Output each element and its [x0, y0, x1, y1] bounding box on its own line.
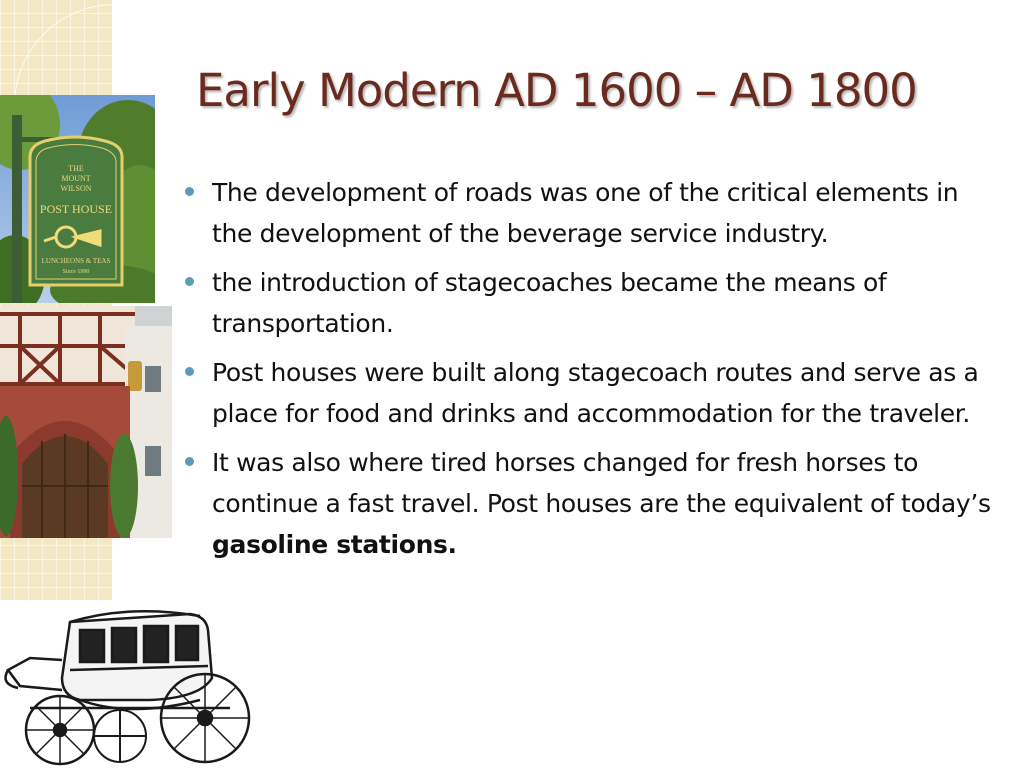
bullet-text: It was also where tired horses changed for fresh horses to continue a fast travel. Post houses are the equivalent of today’s — [212, 448, 991, 518]
bullet-bold-text: gasoline stations. — [212, 530, 457, 559]
post-house-building-photo — [0, 306, 172, 538]
sign-text-wilson: WILSON — [60, 184, 92, 193]
bullet-item — [183, 262, 995, 344]
coach-wheel-rear — [161, 674, 249, 762]
sign-text-the: THE — [68, 164, 84, 173]
slide-title: Early Modern AD 1600 – AD 1800 — [196, 64, 917, 117]
post-house-sign-image — [0, 95, 155, 303]
bullet-dot-icon — [185, 277, 194, 286]
bullet-item — [183, 172, 995, 254]
bullet-item — [183, 442, 995, 565]
coach-wheel-extra — [94, 710, 146, 762]
bullet-text: The development of roads was one of the critical elements in the development of the beverage service industry. — [212, 178, 959, 248]
sign-text-post-house: POST HOUSE — [39, 202, 113, 216]
bullet-item — [183, 352, 995, 434]
bullet-text: Post houses were built along stagecoach routes and serve as a place for food and drinks and accommodation for the traveler. — [212, 358, 979, 428]
sign-text-mount: MOUNT — [61, 174, 91, 183]
bullet-text: the introduction of stagecoaches became the means of transportation. — [212, 268, 887, 338]
building-image — [0, 306, 172, 538]
bullet-dot-icon — [185, 457, 194, 466]
bullet-list — [183, 172, 995, 573]
sign-text-luncheons: LUNCHEONS & TEAS — [41, 257, 111, 265]
post-house-sign-photo — [0, 95, 155, 303]
coach-wheel-front — [26, 696, 94, 764]
bullet-dot-icon — [185, 187, 194, 196]
stagecoach-drawing — [0, 600, 260, 768]
bullet-dot-icon — [185, 367, 194, 376]
sign-text-since: Since 1990 — [62, 269, 90, 275]
